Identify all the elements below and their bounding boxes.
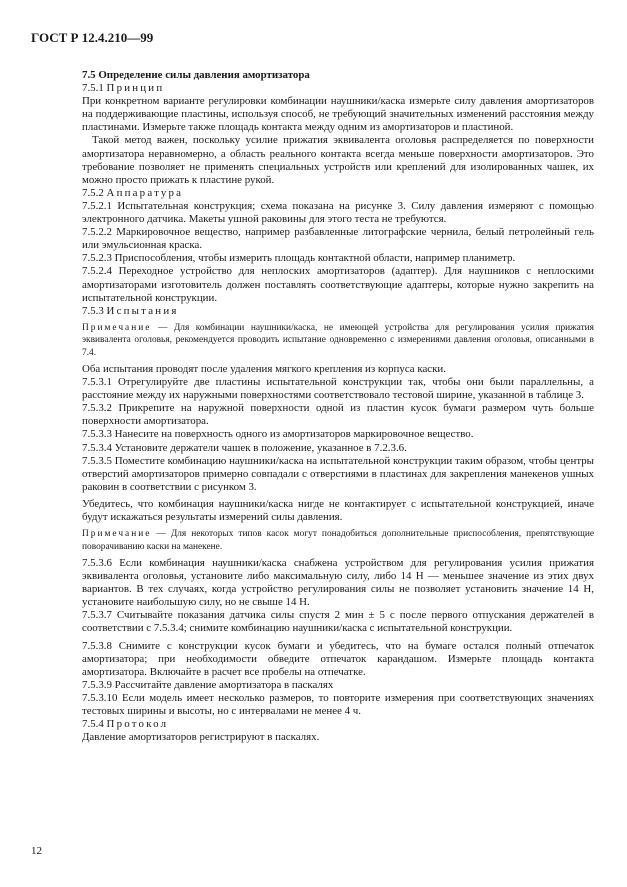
paragraph: 7.5.3.4 Установите держатели чашек в положение, указанное в 7.2.3.6.	[82, 441, 407, 454]
subsection-754-heading	[82, 718, 594, 731]
paragraph: Оба испытания проводят после удаления мягкого крепления из корпуса каски.	[82, 363, 446, 375]
subsection-752-heading	[82, 187, 594, 200]
subsection-heading: Принцип	[106, 82, 165, 95]
subsection-heading: Протокол	[106, 718, 169, 731]
paragraph: Давление амортизаторов регистрируют в паскалях.	[82, 731, 320, 744]
paragraph: 7.5.2.3 Приспособления, чтобы измерить площадь контактной области, например планиметр.	[82, 252, 516, 265]
subsection-753-heading	[82, 305, 594, 318]
subsection-751-heading	[82, 82, 594, 95]
paragraph: 7.5.3.3 Нанесите на поверхность одного из амортизаторов маркировочное вещество.	[82, 428, 474, 441]
page-number: 12	[31, 845, 42, 857]
paragraph: 7.5.3.5 Поместите комбинацию наушники/каска на испытательной конструкции таким образом, чтобы центры отверстий амортизаторов примерно совпадали с отверстиями в пластинах для закрепления манекенов ушных раковин в соответствии с рисунком 3.	[82, 454, 594, 493]
paragraph: 7.5.3.10 Если модель имеет несколько размеров, то повторите измерения при соответствующих значениях тестовых ширины и высоты, но с интервалами не менее 4 ч.	[82, 691, 594, 717]
subsection-heading: Аппаратура	[106, 186, 184, 199]
note-text: — Для комбинации наушники/каска, не имеющей устройства для регулирования усилия прижатия эквивалента оголовья, рекомендуется проводить испытание одновременно с измерениями давления оголовья, описанными в 7.4.	[82, 322, 594, 358]
paragraph: Убедитесь, что комбинация наушники/каска нигде не контактирует с испытательной конструкцией, иначе будут искажаться результаты измерений силы давления.	[82, 497, 594, 524]
paragraph: 7.5.3.7 Считывайте показания датчика силы спустя 2 мин ± 5 с после первого отпускания держателей в соответствии с 7.5.3.4; снимите комбинацию наушники/каска с испытательной конструкции.	[82, 609, 594, 635]
section-title: 7.5 Определение силы давления амортизатора	[82, 69, 310, 81]
paragraph: 7.5.3.9 Рассчитайте давление амортизатора в паскалях	[82, 678, 334, 691]
paragraph: 7.5.3.6 Если комбинация наушники/каска снабжена устройством для регулирования усилия прижатия эквивалента оголовья, установите либо максимальную силу, либо 14 Н — меньшее значение из этих двух вариантов. В тех случаях, когда устройство регулирования силы не позволяет установить значение 14 Н, установите наибольшую силу, но не свыше 14 Н.	[82, 556, 594, 609]
note-text: — Для некоторых типов касок могут понадобиться дополнительные приспособления, препятствующие поворачиванию каски на манекене.	[82, 529, 594, 552]
paragraph: Такой метод важен, поскольку усилие прижатия эквивалента оголовья распределяется по поверхности амортизатора неравномерно, а область реального контакта всегда меньше поверхности амортизаторов. Это требование позволяет не применять специальных устройств или креплений для изолированных чашек, их можно просто прижать к пластине рукой.	[82, 134, 594, 186]
note	[82, 322, 594, 359]
subsection-number: 7.5.3	[82, 304, 104, 317]
subsection-number: 7.5.4	[82, 718, 104, 731]
note-label: Примечание	[82, 322, 152, 333]
note	[82, 528, 594, 553]
note-label: Примечание	[82, 529, 152, 540]
subsection-number: 7.5.1	[82, 82, 104, 95]
section-body	[82, 69, 594, 744]
subsection-heading: Испытания	[106, 304, 179, 317]
paragraph: 7.5.3.8 Снимите с конструкции кусок бумаги и убедитесь, что на бумаге остался полный отпечаток амортизатора; при необходимости обведите отпечаток карандашом. Измерьте площадь контакта амортизатора. Включайте в расчет все пробелы на отпечатке.	[82, 639, 594, 678]
subsection-number: 7.5.2	[82, 186, 104, 199]
paragraph: 7.5.3.2 Прикрепите на наружной поверхности одной из пластин кусок бумаги размером чуть больше поверхности амортизатора.	[82, 402, 594, 428]
document-header: ГОСТ Р 12.4.210—99	[31, 30, 154, 45]
paragraph: 7.5.2.4 Переходное устройство для неплоских амортизаторов (адаптер). Для наушников с неплоскими амортизаторами изготовитель должен поставлять соответствующие адаптеры, которые нужно закрепить на испытательной конструкции.	[82, 265, 594, 304]
paragraph: 7.5.2.1 Испытательная конструкция; схема показана на рисунке 3. Силу давления измеряют с помощью электронного датчика. Макеты ушной раковины для этого теста не требуются.	[82, 199, 594, 226]
paragraph: 7.5.2.2 Маркировочное вещество, например разбавленные литографские чернила, белый петролейный гель или эмульсионная краска.	[82, 226, 594, 252]
paragraph: 7.5.3.1 Отрегулируйте две пластины испытательной конструкции так, чтобы они были параллельны, а расстояние между их наружными поверхностями соответствовало тестовой ширине, указанной в таблице 3.	[82, 376, 594, 402]
paragraph: При конкретном варианте регулировки комбинации наушники/каска измерьте силу давления амортизаторов на поддерживающие пластины, используя способ, не требующий значительных изменений расстояния между пластинами. Измерьте также площадь контакта между одним из амортизаторов и пластиной.	[82, 95, 594, 134]
